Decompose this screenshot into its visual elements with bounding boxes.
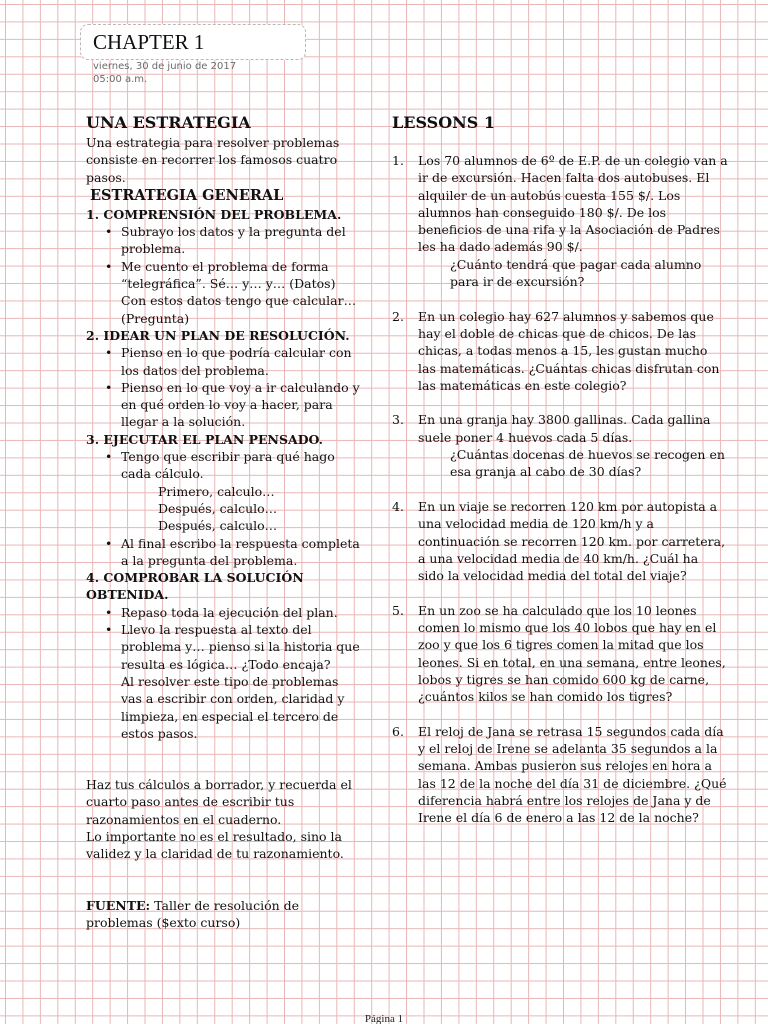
problem-number: 3. — [392, 412, 404, 428]
problem-item — [392, 723, 728, 827]
step1-list — [86, 223, 362, 327]
step3-line: Primero, calculo… — [158, 483, 275, 499]
step1-heading: 1. COMPRENSIÓN DEL PROBLEMA. — [86, 206, 342, 222]
list-item: • Pienso en lo que podría calcular con los datos del problema. — [86, 344, 362, 379]
strategy-intro: Una estrategia para resolver problemas consiste en recorrer los famosos cuatro pasos. — [86, 135, 340, 185]
problem-item — [392, 498, 728, 584]
step3-line: Después, calculo… — [158, 500, 278, 516]
problem-item — [392, 602, 728, 706]
lessons-heading: LESSONS 1 — [392, 113, 496, 132]
list-item: • Pienso en lo que voy a ir calculando y en qué orden lo voy a hacer, para llegar a la solución. — [86, 379, 362, 431]
list-item: • Tengo que escribir para qué hago cada cálculo. — [86, 448, 362, 483]
step3-heading: 3. EJECUTAR EL PLAN PENSADO. — [86, 431, 324, 447]
note-time: 05:00 a.m. — [93, 74, 148, 85]
problem-text: El reloj de Jana se retrasa 15 segundos cada día y el reloj de Irene se adelanta 35 segundos a la semana. Ambas pusieron sus relojes en hora a las 12 de la noche del día 31 de diciembre. ¿Qué diferencia habrá entre los relojes de Jana y de Irene el día 6 de enero a las 12 de la noche? — [418, 723, 727, 826]
problem-number: 5. — [392, 602, 404, 618]
strategy-column — [86, 112, 362, 931]
lessons-column — [392, 112, 728, 844]
source-note — [86, 897, 362, 932]
list-item: • Me cuento el problema de forma “telegráfica”. Sé… y… y… (Datos) Con estos datos tengo que calcular… (Pregunta) — [86, 258, 362, 327]
problem-text: En un colegio hay 627 alumnos y sabemos que hay el doble de chicas que de chicos. De las chicas, a todas menos a 15, les gustan mucho las matemáticas. ¿Cuántas chicas disfrutan con las matemáticas en este colegio? — [418, 308, 720, 393]
problem-question: ¿Cuántas docenas de huevos se recogen en esa granja al cabo de 30 días? — [450, 447, 725, 480]
problem-text: En una granja hay 3800 gallinas. Cada gallina suele poner 4 huevos cada 5 días. — [418, 412, 711, 445]
advice-paragraph: Lo importante no es el resultado, sino la validez y la claridad de tu razonamiento. — [86, 828, 344, 862]
problem-text: Los 70 alumnos de 6º de E.P. de un colegio van a ir de excursión. Hacen falta dos autobuses. El alquiler de un autobús cuesta 155 $/. Los alumnos han conseguido 180 $/. De los beneficios de una rifa y la Asociación de Padres les ha dado además 90 $/. — [418, 153, 728, 255]
strategy-heading: UNA ESTRATEGIA — [86, 113, 251, 132]
problem-text: En un viaje se recorren 120 km por autopista a una velocidad media de 120 km/h y a continuación se recorren 120 km. por carretera, a una velocidad media de 40 km/h. ¿Cuál ha sido la velocidad media del total del viaje? — [418, 498, 726, 584]
problem-item — [392, 152, 728, 290]
problem-number: 6. — [392, 723, 404, 739]
problem-question: ¿Cuánto tendrá que pagar cada alumno para ir de excursión? — [450, 256, 702, 290]
step3-list — [86, 448, 362, 483]
step3-line: Después, calculo… — [158, 518, 278, 534]
step2-list — [86, 344, 362, 430]
source-text: Taller de resolución de problemas ($exto curso) — [86, 897, 300, 930]
step2-heading: 2. IDEAR UN PLAN DE RESOLUCIÓN. — [86, 327, 350, 343]
list-item: • Llevo la respuesta al texto del problema y… pienso si la historia que resulta es lógica… ¿Todo encaja? — [86, 621, 362, 673]
step4-list — [86, 604, 362, 673]
problem-number: 4. — [392, 498, 404, 514]
note-meta — [93, 60, 236, 86]
chapter-title-box[interactable] — [80, 24, 306, 60]
step3-list-final — [86, 535, 362, 570]
list-item: • Repaso toda la ejecución del plan. — [86, 604, 362, 621]
source-label: FUENTE: — [86, 897, 151, 913]
note-date: viernes, 30 de junio de 2017 — [93, 61, 237, 72]
problem-number: 2. — [392, 308, 404, 324]
chapter-title: CHAPTER 1 — [93, 30, 205, 54]
problem-text: En un zoo se ha calculado que los 10 leones comen lo mismo que los 40 lobos que hay en el zoo y que los 6 tigres comen la mitad que los leones. Si en total, en una semana, entre leones, lobos y tigres se han comido 600 kg de carne, ¿cuántos kilos se han comido los tigres? — [418, 602, 726, 705]
problem-item — [392, 411, 728, 480]
advice-paragraph: Haz tus cálculos a borrador, y recuerda el cuarto paso antes de escribir tus razonamientos en el cuaderno. — [86, 777, 352, 827]
list-item: • Al final escribo la respuesta completa a la pregunta del problema. — [86, 535, 362, 570]
general-strategy-heading: ESTRATEGIA GENERAL — [90, 186, 284, 204]
list-item: • Subrayo los datos y la pregunta del problema. — [86, 223, 362, 258]
page-number: Página 1 — [364, 1013, 404, 1024]
problem-list — [392, 152, 728, 827]
problem-item — [392, 308, 728, 394]
problem-number: 1. — [392, 153, 404, 168]
step4-heading: 4. COMPROBAR LA SOLUCIÓN OBTENIDA. — [86, 570, 304, 603]
step4-note: Al resolver este tipo de problemas vas a escribir con orden, claridad y limpieza, en especial el tercero de estos pasos. — [121, 673, 345, 741]
